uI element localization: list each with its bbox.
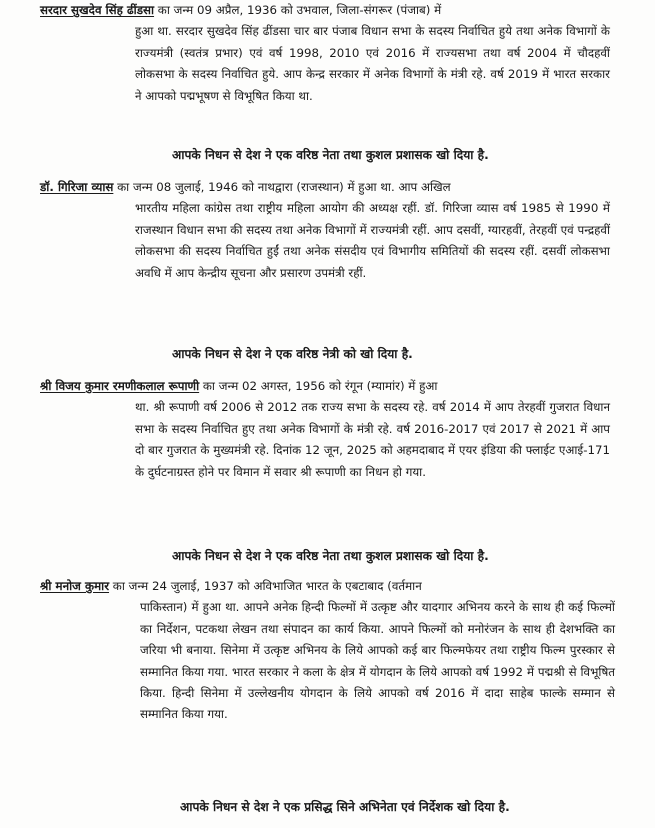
entry-first-line <box>40 177 610 198</box>
entry-intro-text: का जन्म 24 जुलाई, 1937 को अविभाजित भारत के एबटाबाद (वर्तमान <box>112 579 422 593</box>
obituary-entry-rupani <box>40 376 610 483</box>
person-name: सरदार सुखदेव सिंह ढींडसा <box>40 3 155 17</box>
obituary-entry-dhindsa <box>40 0 610 107</box>
entry-first-line <box>40 376 610 397</box>
entry-body-text: पाकिस्तान) में हुआ था. आपने अनेक हिन्दी फिल्मों में उत्कृष्ट और यादगार अभिनय करने के साथ ही कई फिल्मों का निर्देशन, पटकथा लेखन तथा संपादन का कार्य किया. आपने फिल्मों को मनोरंजन के साथ ही देशभक्ति का जरिया भी बनाया. सिनेमा में उत्कृष्ट अभिनय के लिये आपको कई बार फिल्मफेयर तथा राष्ट्रीय फिल्म पुरस्कार से सम्मानित किया गया. भारत सरकार ने कला के क्षेत्र में योगदान के लिये आपको वर्ष 1992 में पद्मश्री से विभूषित किया. हिन्दी सिनेमा में उल्लेखनीय योगदान के लिये आपको वर्ष 2016 में दादा साहेब फाल्के सम्मान से सम्मानित किया गया. <box>140 600 615 722</box>
obituary-entry-manoj-kumar <box>40 576 615 726</box>
entry-intro-text: का जन्म 08 जुलाई, 1946 को नाथद्वारा (राजस्थान) में हुआ था. आप अखिल <box>117 180 451 194</box>
person-name: श्री मनोज कुमार <box>40 579 110 593</box>
entry-first-line <box>40 576 615 597</box>
person-name: श्री विजय कुमार रमणीकलाल रूपाणी <box>40 379 200 393</box>
obituary-entry-vyas <box>40 177 610 284</box>
entry-body-text: हुआ था. सरदार सुखदेव सिंह ढींडसा चार बार पंजाब विधान सभा के सदस्य निर्वाचित हुये तथा अनेक विभागों के राज्यमंत्री (स्वतंत्र प्रभार) एवं वर्ष 1998, 2010 एवं 2016 में राज्यसभा तथा वर्ष 2004 में चौदहवीं लोकसभा के सदस्य निर्वाचित हुये. आप केन्द्र सरकार में अनेक विभागों के मंत्री रहे. वर्ष 2019 में भारत सरकार ने आपको पद्मभूषण से विभूषित किया था. <box>135 24 610 103</box>
condolence-line: आपके निधन से देश ने एक वरिष्ठ नेत्री को खो दिया है. <box>172 347 413 361</box>
condolence-line: आपके निधन से देश ने एक प्रसिद्ध सिने अभिनेता एवं निर्देशक खो दिया है. <box>180 800 510 814</box>
entry-body-text: था. श्री रूपाणी वर्ष 2006 से 2012 तक राज्य सभा के सदस्य रहे. वर्ष 2014 में आप तेरहवीं गुजरात विधान सभा के सदस्य निर्वाचित हुए तथा अनेक विभागों के मंत्री रहे. वर्ष 2016-2017 एवं 2017 से 2021 में आप दो बार गुजरात के मुख्यमंत्री रहे. दिनांक 12 जून, 2025 को अहमदाबाद में एयर इंडिया की फ्लाईट एआई-171 के दुर्घटनाग्रस्त होने पर विमान में सवार श्री रूपाणी का निधन हो गया. <box>135 400 610 479</box>
condolence-line: आपके निधन से देश ने एक वरिष्ठ नेता तथा कुशल प्रशासक खो दिया है. <box>172 148 489 162</box>
entry-first-line <box>40 0 610 21</box>
entry-intro-text: का जन्म 02 अगस्त, 1956 को रंगून (म्यामांर) में हुआ <box>202 379 438 393</box>
entry-body-text: भारतीय महिला कांग्रेस तथा राष्ट्रीय महिला आयोग की अध्यक्ष रहीं. डॉ. गिरिजा व्यास वर्ष 1985 से 1990 में राजस्थान विधान सभा की सदस्य तथा अनेक विभागों में राज्यमंत्री रहीं. आप दसवीं, ग्यारहवीं, तेरहवीं एवं पन्द्रहवीं लोकसभा की सदस्य निर्वाचित हुईं तथा अनेक संसदीय एवं विभागीय समितियों की सदस्य रहीं. दसवीं लोकसभा अवधि में आप केन्द्रीय सूचना और प्रसारण उपमंत्री रहीं. <box>135 201 610 280</box>
condolence-line: आपके निधन से देश ने एक वरिष्ठ नेता तथा कुशल प्रशासक खो दिया है. <box>172 549 489 563</box>
entry-intro-text: का जन्म 09 अप्रैल, 1936 को उभवाल, जिला-संगरूर (पंजाब) में <box>157 3 442 17</box>
person-name: डॉ. गिरिजा व्यास <box>40 180 114 194</box>
